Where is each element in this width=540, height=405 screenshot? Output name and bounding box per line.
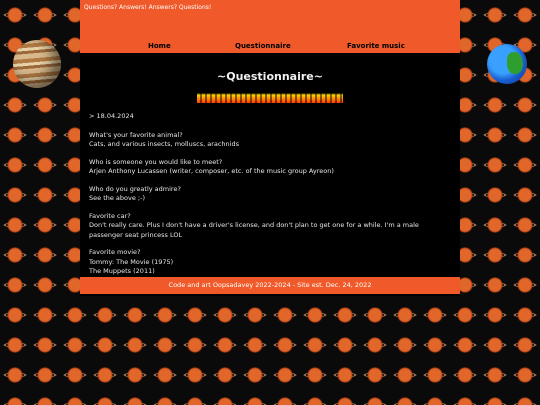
question-text: Favorite movie? [89, 248, 141, 256]
jupiter-planet-image [13, 40, 61, 88]
answer-text: Cats, and various insects, molluscs, arachnids [89, 140, 239, 148]
answer-text: Don't really care. Plus I don't have a driver's license, and don't plan to get one for a while. I'm a male passenger seat princess LOL [89, 221, 419, 239]
qa-item [89, 248, 451, 277]
question-text: Who do you greatly admire? [89, 184, 181, 193]
earth-planet-image [487, 44, 527, 84]
entry-date: > 18.04.2024 [89, 112, 134, 120]
site-title: Questions? Answers! Answers? Questions! [84, 4, 212, 11]
answer-text: Tommy: The Movie (1975) [89, 257, 174, 266]
qa-item [89, 185, 451, 204]
answer-text: See the above ;-) [89, 194, 145, 202]
qa-item [89, 158, 451, 177]
qa-item [89, 131, 451, 150]
header-bar [80, 0, 460, 53]
question-text: What's your favorite animal? [89, 130, 183, 139]
nav-link-home[interactable]: Home [148, 42, 171, 50]
qa-item [89, 212, 451, 241]
footer-bar: Code and art Oopsadavey 2022-2024 - Site est. Dec. 24, 2022 [80, 277, 460, 294]
page-container [80, 0, 460, 296]
nav-link-questionnaire[interactable]: Questionnaire [235, 42, 291, 50]
nav-link-favorite-music[interactable]: Favorite music [347, 42, 405, 50]
answer-text: Arjen Anthony Lucassen (writer, composer, etc. of the music group Ayreon) [89, 167, 334, 175]
main-content[interactable] [80, 53, 460, 275]
page-title: ~Questionnaire~ [217, 70, 323, 83]
questionnaire-body [89, 112, 451, 285]
nav-bar [80, 42, 460, 52]
answer-text: The Muppets (2011) [89, 267, 155, 275]
question-text: Favorite car? [89, 211, 131, 220]
question-text: Who is someone you would like to meet? [89, 157, 223, 166]
fire-divider-image [197, 93, 343, 103]
